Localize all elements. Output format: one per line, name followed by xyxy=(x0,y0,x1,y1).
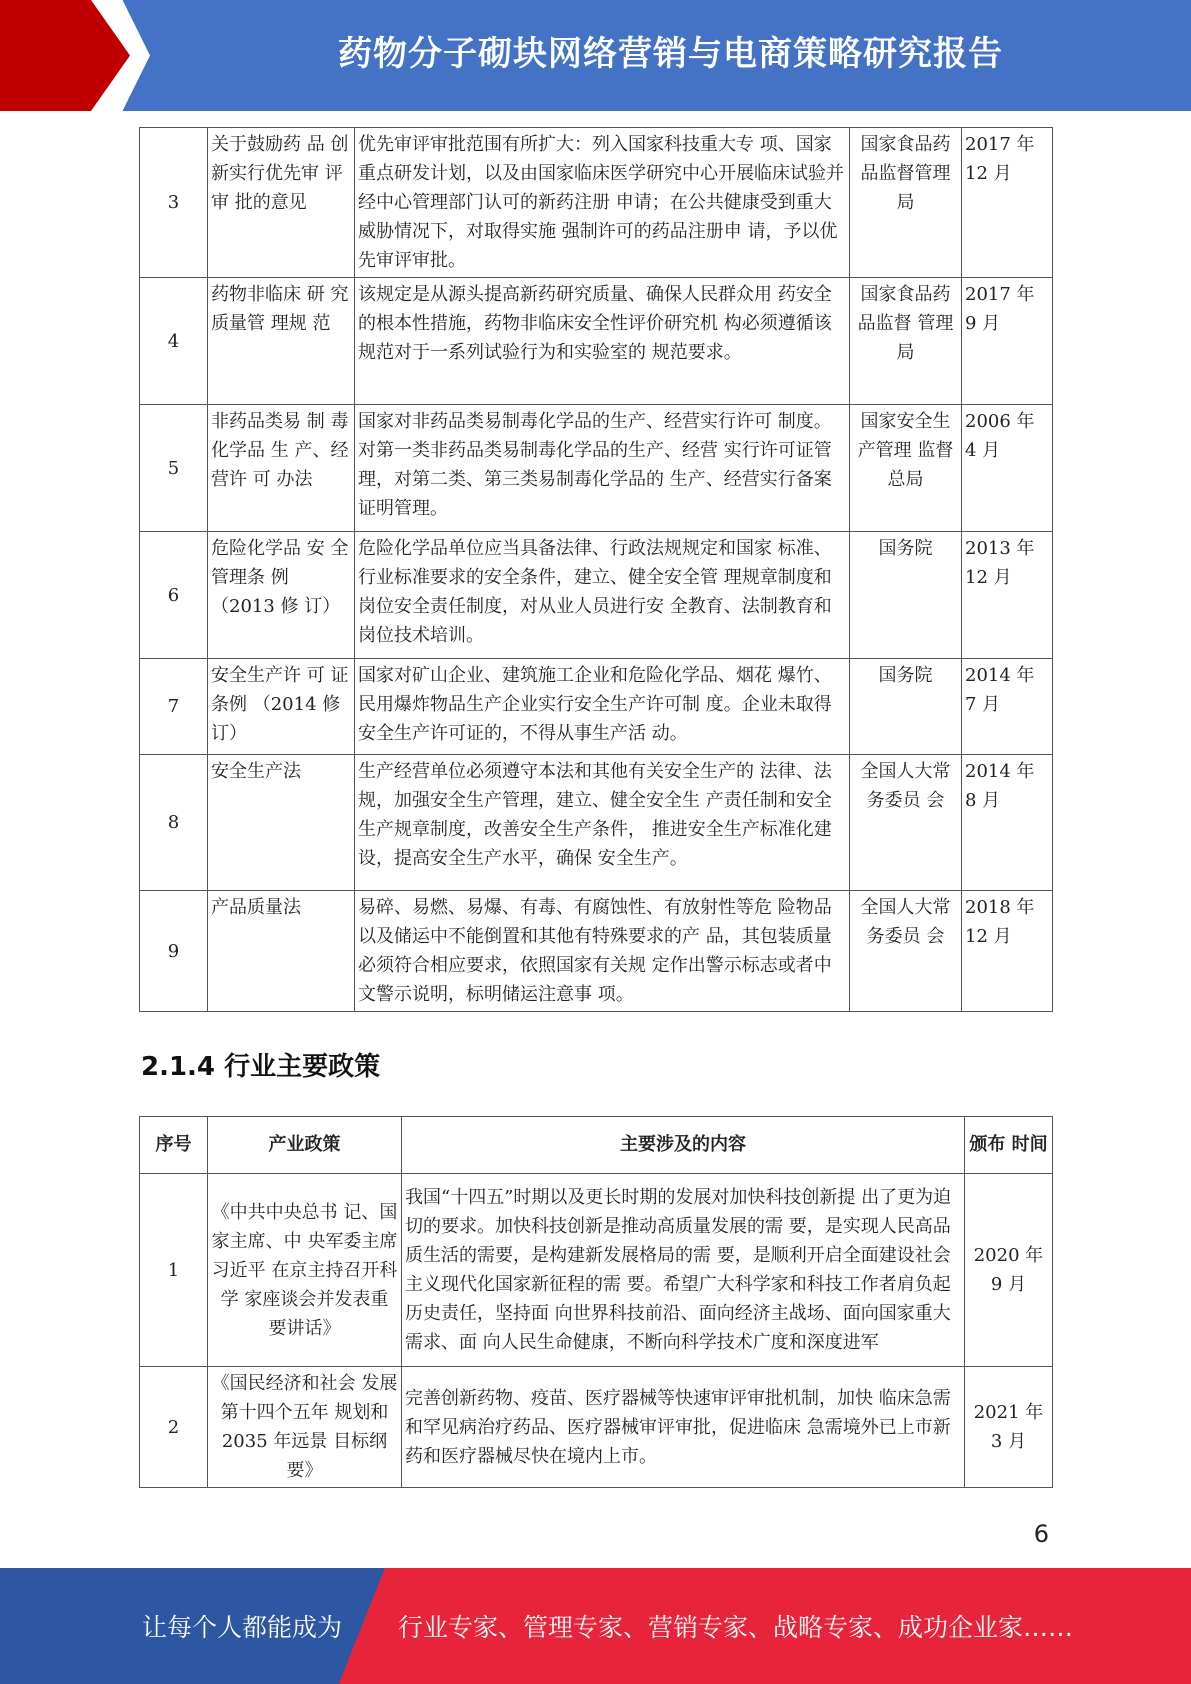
table-row xyxy=(140,278,1053,405)
issuing-authority: 全国人大常务委员 会 xyxy=(850,891,962,1012)
issue-date: 2018 年 12 月 xyxy=(962,891,1053,1012)
issue-date: 2017 年 9 月 xyxy=(962,278,1053,405)
header-no: 序号 xyxy=(140,1117,208,1174)
row-number: 1 xyxy=(140,1174,208,1367)
footer-slogan-right: 行业专家、管理专家、营销专家、战略专家、成功企业家…… xyxy=(398,1613,1074,1642)
header-content: 主要涉及的内容 xyxy=(402,1117,965,1174)
policy-table xyxy=(139,1116,1053,1488)
table-header-row xyxy=(140,1117,1053,1174)
regulation-content: 国家对非药品类易制毒化学品的生产、经营实行许可 制度。对第一类非药品类易制毒化学品的生产、经营 实行许可证管理，对第二类、第三类易制毒化学品的 生产、经营实行备案证明管理。 xyxy=(355,405,850,532)
row-number: 7 xyxy=(140,659,208,755)
row-number: 3 xyxy=(140,128,208,278)
issuing-authority: 国务院 xyxy=(850,532,962,659)
issuing-authority: 国家食品药品监督管理局 xyxy=(850,128,962,278)
policy-name: 《中共中央总书 记、国家主席、中 央军委主席习近平 在京主持召开科学 家座谈会并发表重 要讲话》 xyxy=(208,1174,402,1367)
regulation-name: 安全生产法 xyxy=(208,755,355,891)
regulation-content: 国家对矿山企业、建筑施工企业和危险化学品、烟花 爆竹、民用爆炸物品生产企业实行安全生产许可制 度。企业未取得安全生产许可证的，不得从事生产活 动。 xyxy=(355,659,850,755)
policy-name: 《国民经济和社会 发展第十四个五年 规划和 2035 年远景 目标纲要》 xyxy=(208,1367,402,1488)
report-title: 药物分子砌块网络营销与电商策略研究报告 xyxy=(338,34,1003,74)
page-number: 6 xyxy=(1033,1520,1049,1548)
issue-date: 2014 年 8 月 xyxy=(962,755,1053,891)
row-number: 4 xyxy=(140,278,208,405)
issue-date: 2014 年 7 月 xyxy=(962,659,1053,755)
regulation-name: 安全生产许 可 证条例 （2014 修订） xyxy=(208,659,355,755)
issuing-authority: 国务院 xyxy=(850,659,962,755)
policy-content: 完善创新药物、疫苗、医疗器械等快速审评审批机制，加快 临床急需和罕见病治疗药品、医疗器械审评审批，促进临床 急需境外已上市新药和医疗器械尽快在境内上市。 xyxy=(402,1367,965,1488)
row-number: 6 xyxy=(140,532,208,659)
table-row xyxy=(140,755,1053,891)
regulation-name: 危险化学品 安 全管理条 例 （2013 修 订） xyxy=(208,532,355,659)
issuing-authority: 全国人大常务委员 会 xyxy=(850,755,962,891)
policy-content: 我国“十四五”时期以及更长时期的发展对加快科技创新提 出了更为迫切的要求。加快科技创新是推动高质量发展的需 要，是实现人民高品质生活的需要，是构建新发展格局的需 要，是顺利开启全面建设社会主义现代化国家新征程的需 要。希望广大科学家和科技工作者肩负起历史责任，坚持面 向世界科技前沿、面向经济主战场、面向国家重大需求、面 向人民生命健康，不断向科学技术广度和深度进军 xyxy=(402,1174,965,1367)
table-row xyxy=(140,128,1053,278)
header-policy: 产业政策 xyxy=(208,1117,402,1174)
page-footer xyxy=(0,1568,1191,1684)
table-row xyxy=(140,659,1053,755)
table-row xyxy=(140,532,1053,659)
page-header xyxy=(0,0,1191,111)
table-row xyxy=(140,891,1053,1012)
footer-slogan-left: 让每个人都能成为 xyxy=(142,1613,343,1642)
row-number: 9 xyxy=(140,891,208,1012)
regulation-name: 关于鼓励药 品 创新实行优先审 评审 批的意见 xyxy=(208,128,355,278)
regulation-content: 该规定是从源头提高新药研究质量、确保人民群众用 药安全的根本性措施，药物非临床安全性评价研究机 构必须遵循该规范对于一系列试验行为和实验室的 规范要求。 xyxy=(355,278,850,405)
table-row xyxy=(140,1367,1053,1488)
regulation-content: 生产经营单位必须遵守本法和其他有关安全生产的 法律、法规，加强安全生产管理，建立、健全安全生 产责任制和安全生产规章制度，改善安全生产条件， 推进安全生产标准化建设，提高安全生产水平，确保 安全生产。 xyxy=(355,755,850,891)
issue-date: 2013 年 12 月 xyxy=(962,532,1053,659)
row-number: 8 xyxy=(140,755,208,891)
table-row xyxy=(140,405,1053,532)
regulation-content: 危险化学品单位应当具备法律、行政法规规定和国家 标准、行业标准要求的安全条件，建立、健全安全管 理规章制度和岗位安全责任制度，对从业人员进行安 全教育、法制教育和岗位技术培训。 xyxy=(355,532,850,659)
row-number: 2 xyxy=(140,1367,208,1488)
issuing-authority: 国家食品药品监督 管理局 xyxy=(850,278,962,405)
row-number: 5 xyxy=(140,405,208,532)
issue-date: 2017 年 12 月 xyxy=(962,128,1053,278)
regulation-content: 易碎、易燃、易爆、有毒、有腐蚀性、有放射性等危 险物品以及储运中不能倒置和其他有特殊要求的产 品，其包装质量必须符合相应要求，依照国家有关规 定作出警示标志或者中文警示说明，标明储运注意事 项。 xyxy=(355,891,850,1012)
policy-date: 2021 年 3 月 xyxy=(965,1367,1053,1488)
regulation-content: 优先审评审批范围有所扩大：列入国家科技重大专 项、国家重点研发计划，以及由国家临床医学研究中心开展临床试验并经中心管理部门认可的新药注册 申请；在公共健康受到重大威胁情况下，对取得实施 强制许可的药品注册申 请，予以优先审评审批。 xyxy=(355,128,850,278)
policy-date: 2020 年 9 月 xyxy=(965,1174,1053,1367)
regulations-table xyxy=(139,127,1053,1012)
header-date: 颁布 时间 xyxy=(965,1117,1053,1174)
issuing-authority: 国家安全生产管理 监督总局 xyxy=(850,405,962,532)
issue-date: 2006 年 4 月 xyxy=(962,405,1053,532)
regulation-name: 药物非临床 研 究质量管 理规 范 xyxy=(208,278,355,405)
regulation-name: 产品质量法 xyxy=(208,891,355,1012)
regulation-name: 非药品类易 制 毒化学品 生 产、经营许 可 办法 xyxy=(208,405,355,532)
table-row xyxy=(140,1174,1053,1367)
section-title: 2.1.4 行业主要政策 xyxy=(141,1052,381,1082)
